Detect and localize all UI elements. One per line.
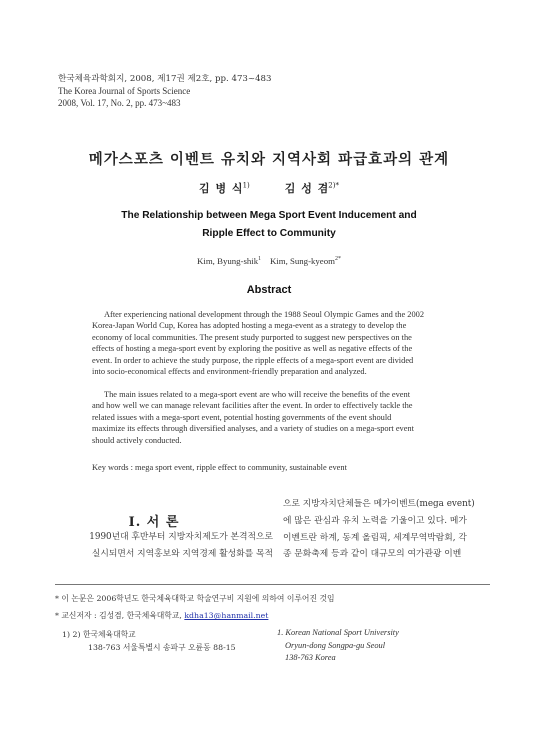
abstract-paragraph [92,389,450,446]
paper-title-en-line: Ripple Effect to Community [202,228,336,239]
author-name: 김 성 겸 [284,182,329,195]
affiliation-line: 1. Korean National Sport University [277,628,399,637]
author-affiliation-mark: 2)* [328,181,339,190]
authors-en [0,256,538,266]
abstract-line: After experiencing national development through the 1988 Seoul Olympic Games and the 2002 [104,310,425,319]
abstract-line: event. In order to achieve the study purpose, the ripple effects of a mega-sport event are divided [92,355,414,365]
body-line: 에 많은 관심과 유치 노력을 기울이고 있다. 메가 [283,515,467,526]
author-affiliation-mark: 1 [258,256,262,263]
abstract-line: related issues with a mega-sport event, potential hosting governments of the event should [92,412,392,422]
body-line: 종 문화축제 등과 같이 대규모의 여가관광 이벤 [283,549,462,560]
journal-citation-ko: 한국체육과학회지, 2008, 제17권 제2호, pp. 473~483 [58,74,272,84]
keywords: Key words : mega sport event, ripple effect to community, sustainable event [92,463,347,472]
funding-footnote: * 이 논문은 2006학년도 한국체육대학교 학술연구비 지원에 의하여 이루어진 것임 [55,594,335,603]
affiliation-ko [62,629,236,654]
author-name: Kim, Sung-kyeom [269,256,335,266]
abstract-line: The main issues related to a mega-sport event are who will receive the benefits of the event [104,390,411,399]
author-name: 김 병 식 [199,182,243,195]
body-text-right-column [283,496,489,563]
affiliation-en [277,627,399,665]
corresponding-author-footnote [55,610,268,621]
author-affiliation-mark: 1) [242,181,250,190]
body-text-left-column [55,529,273,562]
author-affiliation-mark: 2* [334,256,341,263]
abstract-heading: Abstract [246,284,292,296]
authors-ko [0,180,538,196]
section-heading-introduction: Ⅰ. 서 론 [128,515,180,530]
affiliation-line: 138-763 서울특별시 송파구 오륜동 88-15 [88,642,236,652]
abstract-line: economy of local communities. The present study purported to suggest new perspectives on the [92,332,412,342]
body-line: 으로 지방자치단체들은 메가이벤트(mega event) [283,499,475,509]
corresponding-author-label: * 교신저자 : 김성겸, 한국체육대학교, [55,611,185,620]
affiliation-line: 1) 2) 한국체육대학교 [62,630,136,639]
body-line: 실시되면서 지역홍보와 지역경제 활성화를 목적 [91,548,273,559]
abstract-line: Korea-Japan World Cup, Korea has adopted hosting a mega-event as a strategy to develop the [92,321,407,331]
journal-volume-en: 2008, Vol. 17, No. 2, pp. 473~483 [58,98,181,108]
paper-title-en-line: The Relationship between Mega Sport Event Inducement and [121,210,417,221]
abstract-line: and how well we can manage relevant facilities after the event. In order to effectively tackle the [92,401,413,411]
abstract-paragraph [92,309,450,377]
affiliation-line: 138-763 Korea [285,653,336,662]
footnote-divider [55,584,490,585]
affiliation-line: Oryun-dong Songpa-gu Seoul [285,640,386,650]
abstract-line: should actively conducted. [92,435,182,445]
body-line: 1990년대 후반부터 지방자치제도가 본격적으로 [89,532,273,542]
body-line: 이벤트란 하계, 동계 올림픽, 세계무역박람회, 각 [283,532,467,543]
abstract-line: maximize its effects through diversified analyses, and a variety of studies on a mega-sport event [92,424,414,434]
author-name: Kim, Byung-shik [197,256,259,266]
abstract-line: effects of hosting a mega-sport event by exploring the positive as well as negative effects of the [92,344,413,354]
journal-name-en: The Korea Journal of Sports Science [58,86,191,96]
paper-title-ko: 메가스포츠 이벤트 유치와 지역사회 파급효과의 관계 [88,151,450,168]
author-email-link[interactable]: kdha13@hanmail.net [184,611,269,620]
abstract-line: into socio-economical effects and environment-friendly preparation and analyzed. [92,367,367,377]
